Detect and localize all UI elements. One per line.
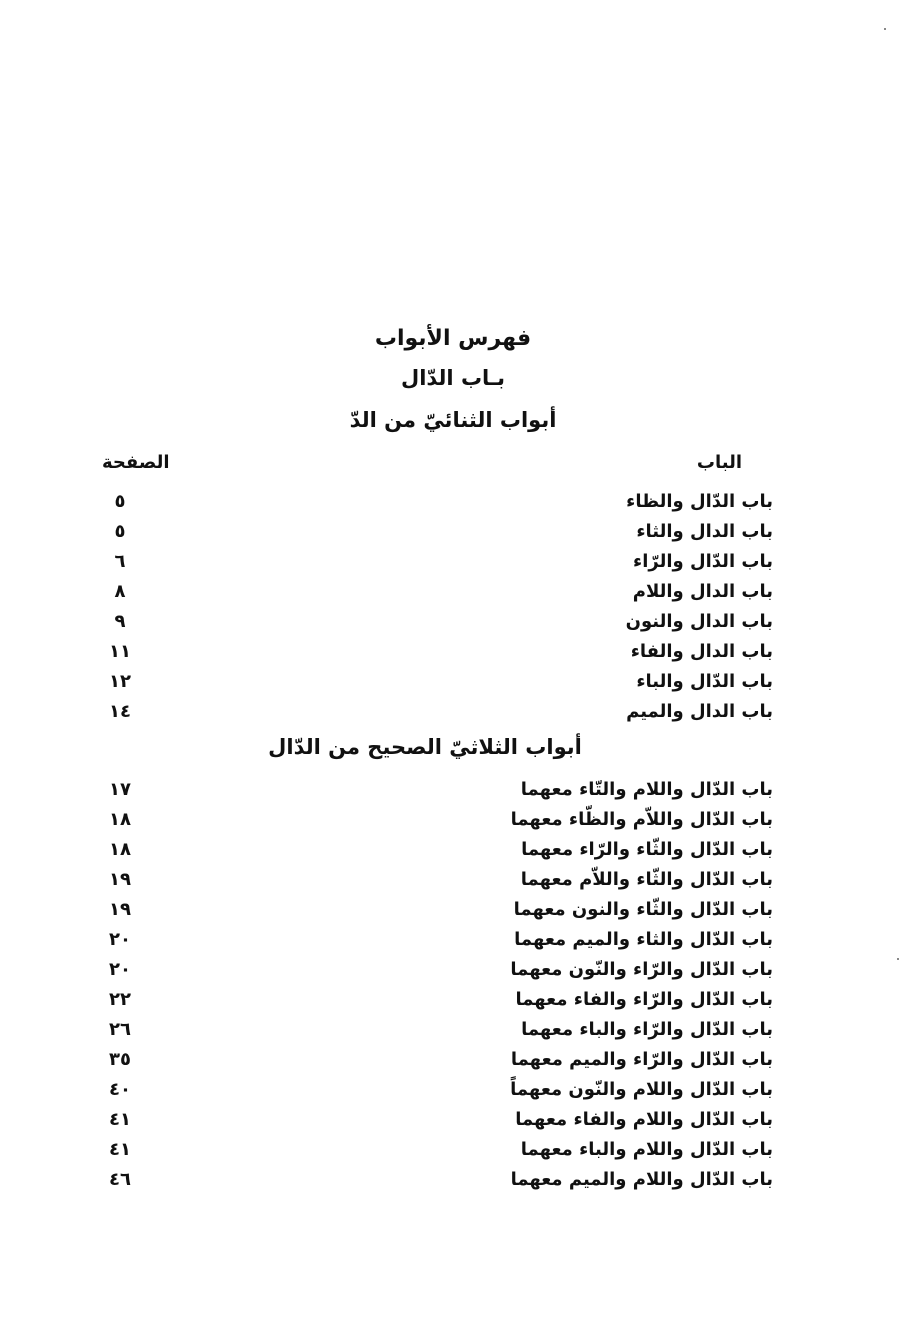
entry-title: باب الدّال والثّاء والرّاء معهما [521,839,773,860]
entry-page: ١٩ [109,869,131,890]
list-item [0,835,916,865]
entry-title: باب الدّال واللام والفاء معهما [515,1109,773,1130]
column-header-page: الصفحة [102,452,170,473]
entry-title: باب الدال والميم [626,701,773,722]
list-item [0,637,916,667]
list-item [0,1045,916,1075]
list-item [0,487,916,517]
entry-title: باب الدّال والباء [636,671,773,692]
entry-title: باب الدّال والرّاء والنّون معهما [510,959,773,980]
list-item [0,1015,916,1045]
entry-title: باب الدال واللام [632,581,773,602]
entry-title: باب الدال والنون [625,611,773,632]
entry-page: ١٩ [109,899,131,920]
list-item [0,895,916,925]
entry-title: باب الدّال والرّاء والفاء معهما [515,989,773,1010]
list-item [0,1165,916,1195]
list-item [0,577,916,607]
column-header-chapter: الباب [696,452,742,473]
entry-page: ٤١ [109,1109,131,1130]
entry-title: باب الدّال والرّاء والباء معهما [521,1019,773,1040]
entry-page: ٨ [114,581,126,602]
entry-title: باب الدّال واللام والنّون معهماً [510,1079,773,1100]
entry-page: ١١ [109,641,131,662]
list-item [0,1105,916,1135]
list-item [0,667,916,697]
list-item [0,1135,916,1165]
scan-speck [884,28,886,30]
entry-title: باب الدّال والثّاء والنون معهما [513,899,773,920]
entry-page: ٦ [114,551,126,572]
list-item [0,607,916,637]
list-item [0,517,916,547]
group-heading-binary: أبواب الثنائيّ من الدّ [349,408,557,432]
entry-page: ١٧ [109,779,131,800]
list-item [0,775,916,805]
entry-page: ١٨ [109,809,131,830]
page-title: فهرس الأبواب [374,326,532,351]
entry-page: ٤٦ [109,1169,131,1190]
group-heading-triliteral: أبواب الثلاثيّ الصحيح من الدّال [268,735,582,759]
list-item [0,547,916,577]
entry-page: ٢٦ [109,1019,131,1040]
entry-page: ٢٢ [109,989,131,1010]
list-item [0,925,916,955]
entry-title: باب الدّال والرّاء والميم معهما [510,1049,773,1070]
entry-title: باب الدال والثاء [636,521,773,542]
list-item [0,697,916,727]
entry-title: باب الدال والفاء [630,641,773,662]
entry-page: ٩ [114,611,126,632]
entry-title: باب الدّال واللام والتّاء معهما [520,779,773,800]
list-item [0,985,916,1015]
entry-page: ٤١ [109,1139,131,1160]
entry-page: ١٤ [109,701,131,722]
entry-title: باب الدّال والثاء والميم معهما [514,929,773,950]
section-heading: بـاب الدّال [401,366,505,390]
entry-page: ٥ [114,491,126,512]
list-item [0,865,916,895]
entry-page: ٢٠ [109,929,131,950]
entry-page: ١٨ [109,839,131,860]
entry-page: ٣٥ [109,1049,131,1070]
entry-page: ٢٠ [109,959,131,980]
scan-speck [897,958,899,960]
entry-title: باب الدّال واللام والباء معهما [520,1139,773,1160]
entry-page: ٤٠ [109,1079,131,1100]
entry-title: باب الدّال والرّاء [633,551,773,572]
entry-title: باب الدّال واللام والميم معهما [510,1169,773,1190]
list-item [0,955,916,985]
entry-title: باب الدّال والثّاء واللاّم معهما [520,869,773,890]
entry-title: باب الدّال واللاّم والظّاء معهما [510,809,773,830]
entry-page: ٥ [114,521,126,542]
list-item [0,1075,916,1105]
entry-title: باب الدّال والظاء [626,491,773,512]
list-item [0,805,916,835]
entry-page: ١٢ [109,671,131,692]
